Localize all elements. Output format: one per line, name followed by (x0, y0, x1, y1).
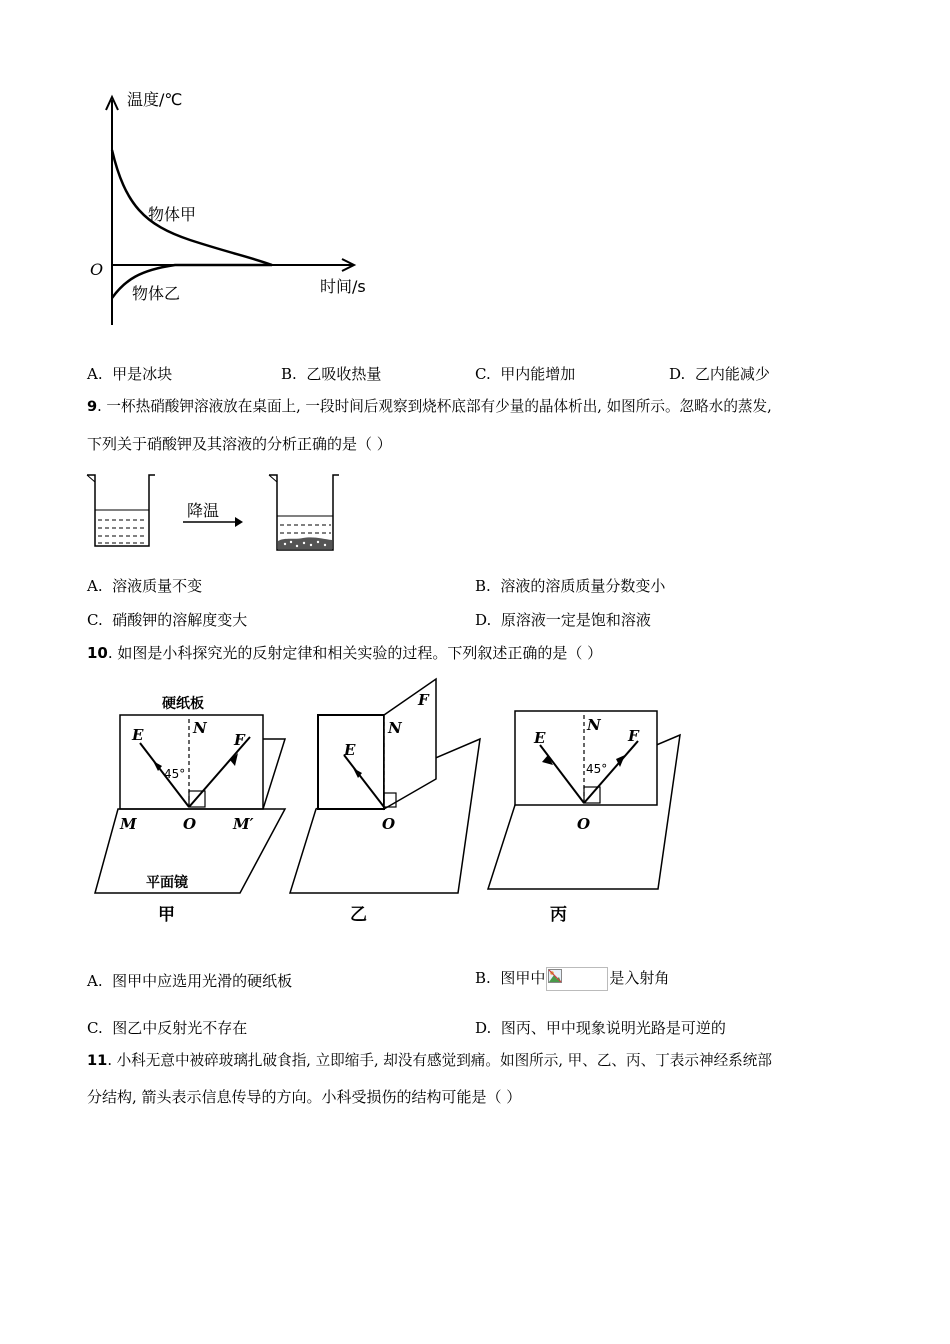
fig-a-angle: 45° (164, 767, 186, 781)
fig-b-O: O (382, 815, 396, 833)
fig-b-E: E (344, 741, 356, 759)
q9-number: 9 (87, 398, 98, 415)
y-axis-label: 温度/℃ (127, 90, 183, 109)
fig-a-caption: 甲 (158, 905, 175, 925)
broken-image-icon (546, 967, 608, 991)
q10-number: 10 (87, 644, 108, 662)
q8-option-c[interactable]: C. 甲内能增加 (475, 365, 576, 383)
fig-a-E: E (132, 726, 144, 744)
q10-option-d[interactable]: D. 图丙、甲中现象说明光路是可逆的 (475, 1019, 726, 1037)
beaker-figure (85, 470, 345, 560)
q8-option-d[interactable]: D. 乙内能减少 (669, 365, 770, 383)
fig-c-O: O (577, 815, 591, 833)
beaker-figure-svg (85, 470, 345, 560)
fig-a-M2: M′ (233, 815, 254, 833)
q9-option-c[interactable]: C. 硝酸钾的溶解度变大 (87, 611, 248, 629)
beaker-cooled-solution (269, 475, 339, 550)
q11-stem-line1: 11. 小科无意中被碎玻璃扎破食指, 立即缩手, 却没有感觉到痛。如图所示, 甲、乙、丙、丁表示神经系统部 (87, 1052, 772, 1069)
q9-stem-line2: 下列关于硝酸钾及其溶液的分析正确的是（ ） (87, 435, 392, 453)
q10-stem-line1: 10. 如图是小科探究光的反射定律和相关实验的过程。下列叙述正确的是（ ） (87, 644, 603, 662)
q9-option-a[interactable]: A. 溶液质量不变 (87, 577, 203, 595)
fig-c-caption: 丙 (550, 905, 567, 925)
q11-number: 11 (87, 1052, 108, 1069)
beaker-hot-solution (87, 475, 155, 546)
origin-label: O (90, 260, 104, 279)
fig-a-mirror-label: 平面镜 (146, 875, 188, 891)
fig-b-caption: 乙 (350, 905, 367, 925)
q9-option-b[interactable]: B. 溶液的溶质质量分数变小 (475, 577, 666, 595)
fig-c-N: N (587, 716, 601, 734)
cooling-arrow-head (235, 517, 243, 527)
fig-a-N: N (193, 719, 207, 737)
cooling-label: 降温 (187, 501, 220, 520)
reflection-figures (90, 675, 690, 935)
q8-option-b[interactable]: B. 乙吸收热量 (281, 365, 382, 383)
fig-c-angle: 45° (586, 762, 608, 776)
curve-a-label: 物体甲 (148, 205, 197, 224)
temperature-graph-svg (80, 85, 380, 335)
figure-b (290, 679, 480, 925)
fig-a-board-label: 硬纸板 (162, 696, 204, 712)
q11-stem-line2: 分结构, 箭头表示信息传导的方向。小科受损伤的结构可能是（ ） (87, 1088, 522, 1106)
fig-a-M: M (120, 815, 137, 833)
x-axis-label: 时间/s (320, 277, 366, 296)
fig-c-E: E (534, 729, 546, 747)
figure-a (95, 695, 285, 925)
figure-c (488, 711, 680, 925)
reflection-figures-svg (90, 675, 690, 935)
q9-stem-line1: 9. 一杯热硝酸钾溶液放在桌面上, 一段时间后观察到烧杯底部有少量的晶体析出, 如图所示。忽略水的蒸发, (87, 398, 772, 415)
q10-option-a[interactable]: A. 图甲中应选用光滑的硬纸板 (87, 972, 293, 990)
fig-a-F: F (234, 731, 245, 749)
fig-c-F: F (628, 727, 639, 745)
temperature-graph (80, 85, 380, 335)
q9-option-d[interactable]: D. 原溶液一定是饱和溶液 (475, 611, 651, 629)
q8-option-a[interactable]: A. 甲是冰块 (87, 365, 173, 383)
q10-option-b[interactable]: B. 图甲中 是入射角 (475, 964, 669, 992)
curve-b-label: 物体乙 (132, 284, 181, 303)
q10-option-c[interactable]: C. 图乙中反射光不存在 (87, 1019, 248, 1037)
fig-b-N: N (388, 719, 402, 737)
fig-a-O: O (183, 815, 197, 833)
fig-b-F: F (418, 691, 429, 709)
